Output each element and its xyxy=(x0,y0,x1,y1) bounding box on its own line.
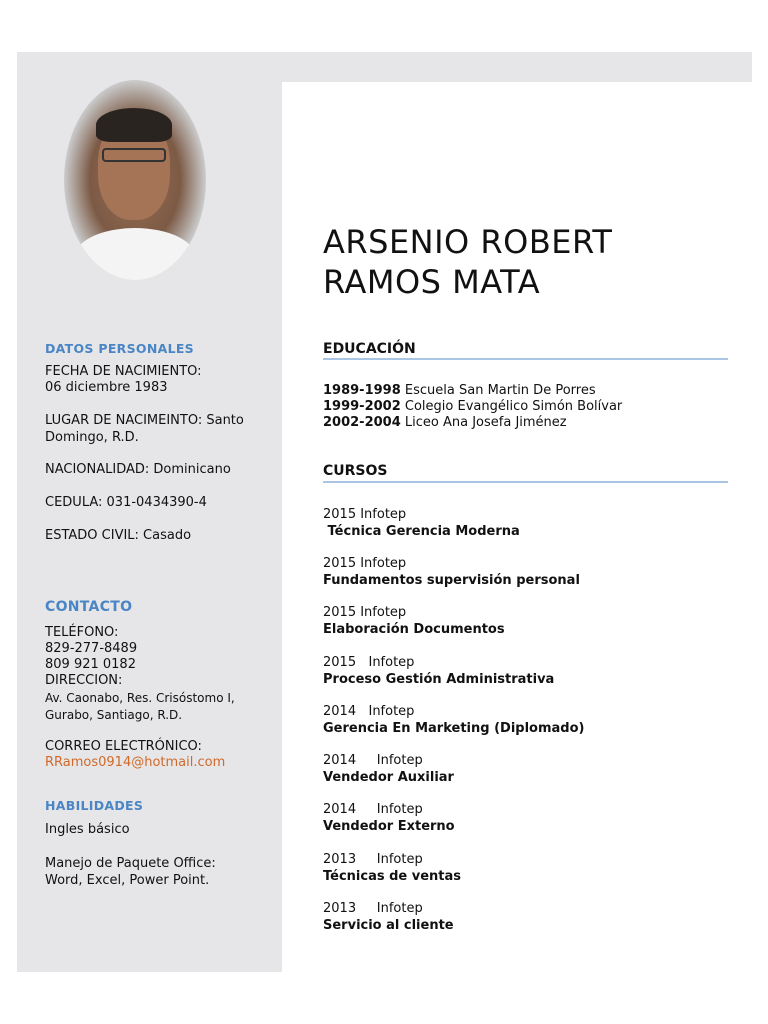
education-item: 1999-2002 Colegio Evangélico Simón Bolívar xyxy=(323,399,623,414)
course-item: 2013 Infotep Servicio al cliente xyxy=(323,901,454,933)
email-link[interactable]: RRamos0914@hotmail.com xyxy=(45,755,226,770)
courses-rule xyxy=(323,481,728,483)
course-item: 2015 Infotep Proceso Gestión Administrativa xyxy=(323,655,555,687)
profile-photo xyxy=(64,80,206,280)
education-heading: EDUCACIÓN xyxy=(323,341,416,357)
address-line-2: Gurabo, Santiago, R.D. xyxy=(45,708,183,722)
course-item: 2014 Infotep Vendedor Auxiliar xyxy=(323,753,454,785)
birth-label: FECHA DE NACIMIENTO: xyxy=(45,364,202,379)
course-item: 2013 Infotep Técnicas de ventas xyxy=(323,852,462,884)
course-item: 2014 Infotep Gerencia En Marketing (Diplomado) xyxy=(323,704,585,736)
birthplace-line-2: Domingo, R.D. xyxy=(45,430,139,445)
civil-status: ESTADO CIVIL: Casado xyxy=(45,528,192,543)
courses-heading: CURSOS xyxy=(323,463,388,479)
phone-label: TELÉFONO: xyxy=(45,625,119,640)
birthplace-line-1: LUGAR DE NACIMEINTO: Santo xyxy=(45,413,244,428)
address-label: DIRECCION: xyxy=(45,673,123,688)
skill-office-line-1: Manejo de Paquete Office: xyxy=(45,856,216,871)
contact-heading: CONTACTO xyxy=(45,599,133,615)
name-line-1: ARSENIO ROBERT xyxy=(323,223,613,261)
phone-2: 809 921 0182 xyxy=(45,657,136,672)
education-rule xyxy=(323,358,728,360)
nationality: NACIONALIDAD: Dominicano xyxy=(45,462,231,477)
education-item: 1989-1998 Escuela San Martin De Porres xyxy=(323,383,596,398)
email-label: CORREO ELECTRÓNICO: xyxy=(45,739,202,754)
education-item: 2002-2004 Liceo Ana Josefa Jiménez xyxy=(323,415,567,430)
birth-value: 06 diciembre 1983 xyxy=(45,380,168,395)
id-number: CEDULA: 031-0434390-4 xyxy=(45,495,207,510)
course-item: 2015 Infotep Elaboración Documentos xyxy=(323,605,505,637)
course-item: 2014 Infotep Vendedor Externo xyxy=(323,802,455,834)
personal-heading: DATOS PERSONALES xyxy=(45,341,194,356)
address-line-1: Av. Caonabo, Res. Crisóstomo I, xyxy=(45,691,235,705)
skill-english: Ingles básico xyxy=(45,822,130,837)
full-name xyxy=(323,222,612,302)
course-item: 2015 Infotep Fundamentos supervisión personal xyxy=(323,556,580,588)
skills-heading: HABILIDADES xyxy=(45,798,144,813)
name-line-2: RAMOS MATA xyxy=(323,263,541,301)
skill-office-line-2: Word, Excel, Power Point. xyxy=(45,873,210,888)
course-item: 2015 Infotep Técnica Gerencia Moderna xyxy=(323,507,520,539)
phone-1: 829-277-8489 xyxy=(45,641,138,656)
